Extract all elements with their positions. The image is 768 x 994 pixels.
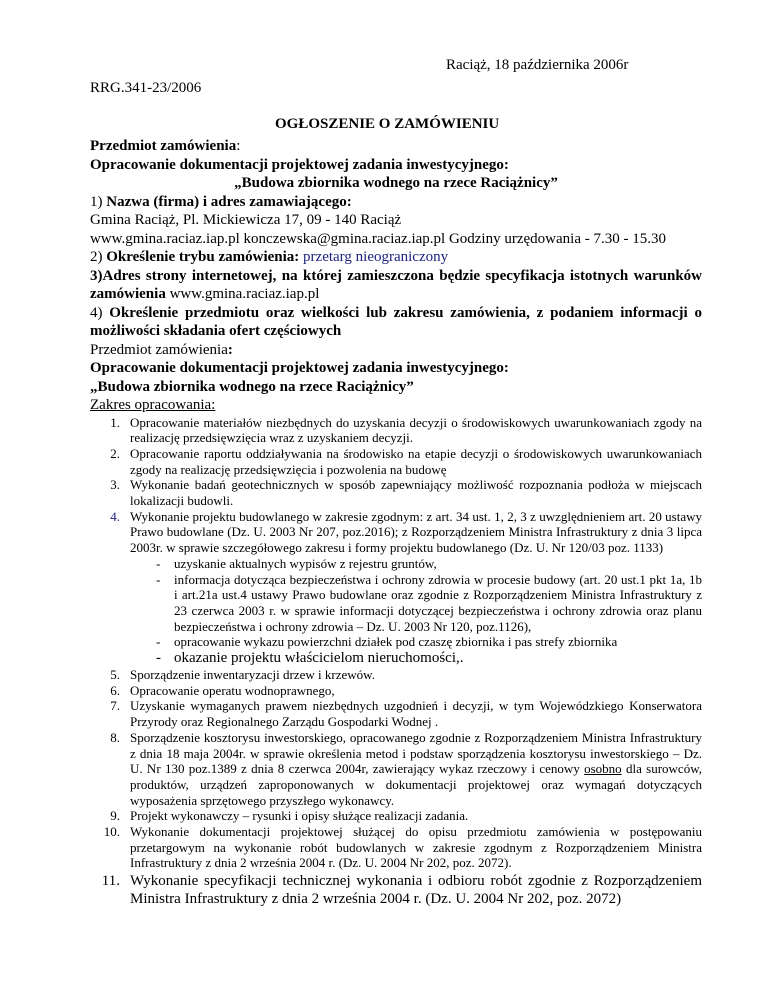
list-item — [90, 730, 702, 809]
section-4-subject-label: Przedmiot zamówienia — [90, 341, 228, 358]
list-item-number: 3. — [110, 477, 120, 493]
list-item-text: Uzyskanie wymaganych prawem niezbędnych uzgodnień i decyzji, w tym Wojewódzkiego Konserwatora Przyrody oraz Regionalnego Zarządu Gospodarki Wodnej . — [130, 698, 702, 730]
dash-bullet: - — [156, 634, 161, 650]
list-item — [90, 477, 702, 508]
list-item-text: Wykonanie dokumentacji projektowej służącej do opisu przedmiotu zamówienia w postępowaniu przetargowym na wykonanie robót budowlanych w zakresie zgodnym z Rozporządzeniem Ministra Infrastruktury z dnia 2 września 2004 r. (Dz. U. 2004 Nr 202, poz. 2072). — [130, 824, 702, 871]
document-body — [90, 137, 702, 908]
sublist-item-text: informacja dotycząca bezpieczeństwa i ochrony zdrowia w procesie budowy (art. 20 ust.1 pkt 1a, 1b i art.21a ust.4 ustawy Prawo budowlane oraz zgodnie z Rozporządzeniem Ministra Infrastruktury z 23 czerwca 2003 r. w sprawie informacji dotyczącej bezpieczeństwa i ochrony zdrowia oraz planu bezpieczeństwa i ochrony zdrowia – Dz. U. 2003 Nr 120, poz.1126), — [174, 571, 702, 634]
scope-list — [90, 415, 702, 909]
list-item-text: dla surowców, produktów, urządzeń zaproponowanych w dokumentacji projektowej oraz wymagań dotyczących wyposażenia sprzętowego przyszłego wykonawcy. — [130, 761, 702, 808]
section-2-number: 2) — [90, 249, 107, 265]
sublist-item — [130, 572, 702, 635]
list-item-number: 2. — [110, 445, 120, 461]
section-4-title: Określenie przedmiotu oraz wielkości lub zakresu zamówienia, z podaniem informacji o możliwości składania ofert częściowych — [90, 304, 702, 339]
sublist-item-text: okazanie projektu właścicielom nieruchomości,. — [174, 650, 464, 667]
list-item-number: 11. — [101, 873, 120, 890]
list-item — [90, 509, 702, 667]
section-3 — [90, 267, 702, 304]
list-item-number: 9. — [110, 808, 120, 824]
place-date: Raciąż, 18 października 2006r — [446, 57, 629, 73]
dash-bullet: - — [156, 555, 161, 571]
sublist-item-text: opracowanie wykazu powierzchni działek pod czaszę zbiornika i pas strefy zbiornika — [174, 634, 618, 650]
list-item-text: Opracowanie raportu oddziaływania na środowisko na etapie decyzji o środowiskowych uwarunkowaniach zgody na realizację przedsięwzięcia i pozwolenia na budowę — [130, 445, 702, 477]
list-item-number: 8. — [110, 729, 120, 745]
sublist-item — [130, 556, 702, 572]
section-4-line-1: Opracowanie dokumentacji projektowej zadania inwestycyjnego: — [90, 360, 509, 376]
sublist-item — [130, 650, 702, 667]
dash-bullet: - — [156, 571, 161, 587]
section-1-heading — [90, 193, 702, 212]
section-4-number: 4) — [90, 304, 110, 321]
list-item-text: Opracowanie operatu wodnoprawnego, — [130, 682, 335, 698]
subject-line-2: „Budowa zbiornika wodnego na rzece Raciążnicy” — [234, 175, 558, 191]
underlined-word: osobno — [584, 761, 622, 777]
list-item-text: Sporządzenie kosztorysu inwestorskiego, opracowanego zgodnie z Rozporządzeniem Ministra Infrastruktury z dnia 18 maja 2004r. w sprawie określenia metod i podstaw sporządzenia kosztorysu inwestorskiego – Dz. U. Nr 130 poz.1389 z dnia 8 czerwca 2004r, zawierający wykaz rzeczowy i cenowy — [130, 729, 702, 777]
list-item — [90, 824, 702, 871]
list-item — [90, 808, 702, 824]
subject-line-1: Opracowanie dokumentacji projektowej zadania inwestycyjnego: — [90, 156, 509, 173]
section-4 — [90, 304, 702, 341]
list-item-text: Wykonanie projektu budowlanego w zakresie zgodnym: z art. 34 ust. 1, 2, 3 z uwzględnieniem art. 20 ustawy Prawo budowlane (Dz. U. 2003 Nr 207, poz.2016); z Rozporządzeniem Ministra Infrastruktury z dnia 3 lipca 2003r. w sprawie szczegółowego zakresu i formy projektu budowlanego (Dz. U. Nr 120/03 poz. 1133) — [130, 508, 702, 556]
buyer-contact: www.gmina.raciaz.iap.pl konczewska@gmina.raciaz.iap.pl Godziny urzędowania - 7.30 - 15.30 — [90, 230, 666, 247]
list-item-number: 10. — [103, 824, 120, 840]
list-item — [90, 667, 702, 683]
sublist — [130, 556, 702, 667]
document-title: OGŁOSZENIE O ZAMÓWIENIU — [275, 116, 500, 132]
list-item-number: 1. — [110, 414, 120, 430]
dash-bullet: - — [156, 650, 161, 667]
sublist-item — [130, 634, 702, 650]
procedure-type: przetarg nieograniczony — [299, 249, 449, 265]
sublist-item-text: uzyskanie aktualnych wypisów z rejestru gruntów, — [174, 555, 437, 571]
list-item — [90, 446, 702, 477]
list-item-text: Projekt wykonawczy – rysunki i opisy służące realizacji zadania. — [130, 808, 469, 824]
list-item — [90, 683, 702, 699]
list-item-number: 4. — [110, 508, 120, 524]
section-3-title: 3)Adres strony internetowej, na której zamieszczona będzie specyfikacja istotnych warunków zamówienia — [90, 267, 702, 302]
list-item-text: Sporządzenie inwentaryzacji drzew i krzewów. — [130, 667, 375, 683]
section-4-subject-colon: : — [227, 341, 233, 358]
list-item-text: Wykonanie badań geotechnicznych w sposób zapewniający możliwość rozpoznania podłoża w miejscach lokalizacji budowli. — [130, 477, 702, 509]
section-1-number: 1) — [90, 193, 107, 210]
section-2 — [90, 248, 702, 267]
list-item-number: 6. — [110, 682, 120, 698]
list-item — [90, 698, 702, 729]
list-item-number: 7. — [110, 698, 120, 714]
spec-website: www.gmina.raciaz.iap.pl — [165, 286, 320, 302]
section-4-subject — [90, 341, 702, 360]
list-item — [90, 415, 702, 446]
subject-label: Przedmiot zamówienia — [90, 138, 237, 154]
list-item — [90, 873, 702, 908]
reference-number: RRG.341-23/2006 — [90, 80, 202, 96]
subject-heading — [90, 137, 702, 156]
buyer-address: Gmina Raciąż, Pl. Mickiewicza 17, 09 - 140 Raciąż — [90, 212, 402, 228]
list-item-text: Wykonanie specyfikacji technicznej wykonania i odbioru robót zgodnie z Rozporządzeniem Ministra Infrastruktury z dnia 2 września 2004 r. (Dz. U. 2004 Nr 202, poz. 2072) — [130, 873, 702, 907]
scope-label: Zakres opracowania: — [90, 397, 216, 413]
subject-colon: : — [236, 138, 241, 154]
section-1-title: Nazwa (firma) i adres zamawiającego: — [106, 193, 352, 210]
section-2-title: Określenie trybu zamówienia: — [106, 249, 300, 265]
list-item-text: Opracowanie materiałów niezbędnych do uzyskania decyzji o środowiskowych uwarunkowaniach zgody na realizację przedsięwzięcia wraz z uzyskaniem decyzji. — [130, 414, 702, 446]
section-4-line-2: „Budowa zbiornika wodnego na rzece Raciążnicy” — [90, 378, 414, 395]
list-item-number: 5. — [110, 667, 120, 683]
